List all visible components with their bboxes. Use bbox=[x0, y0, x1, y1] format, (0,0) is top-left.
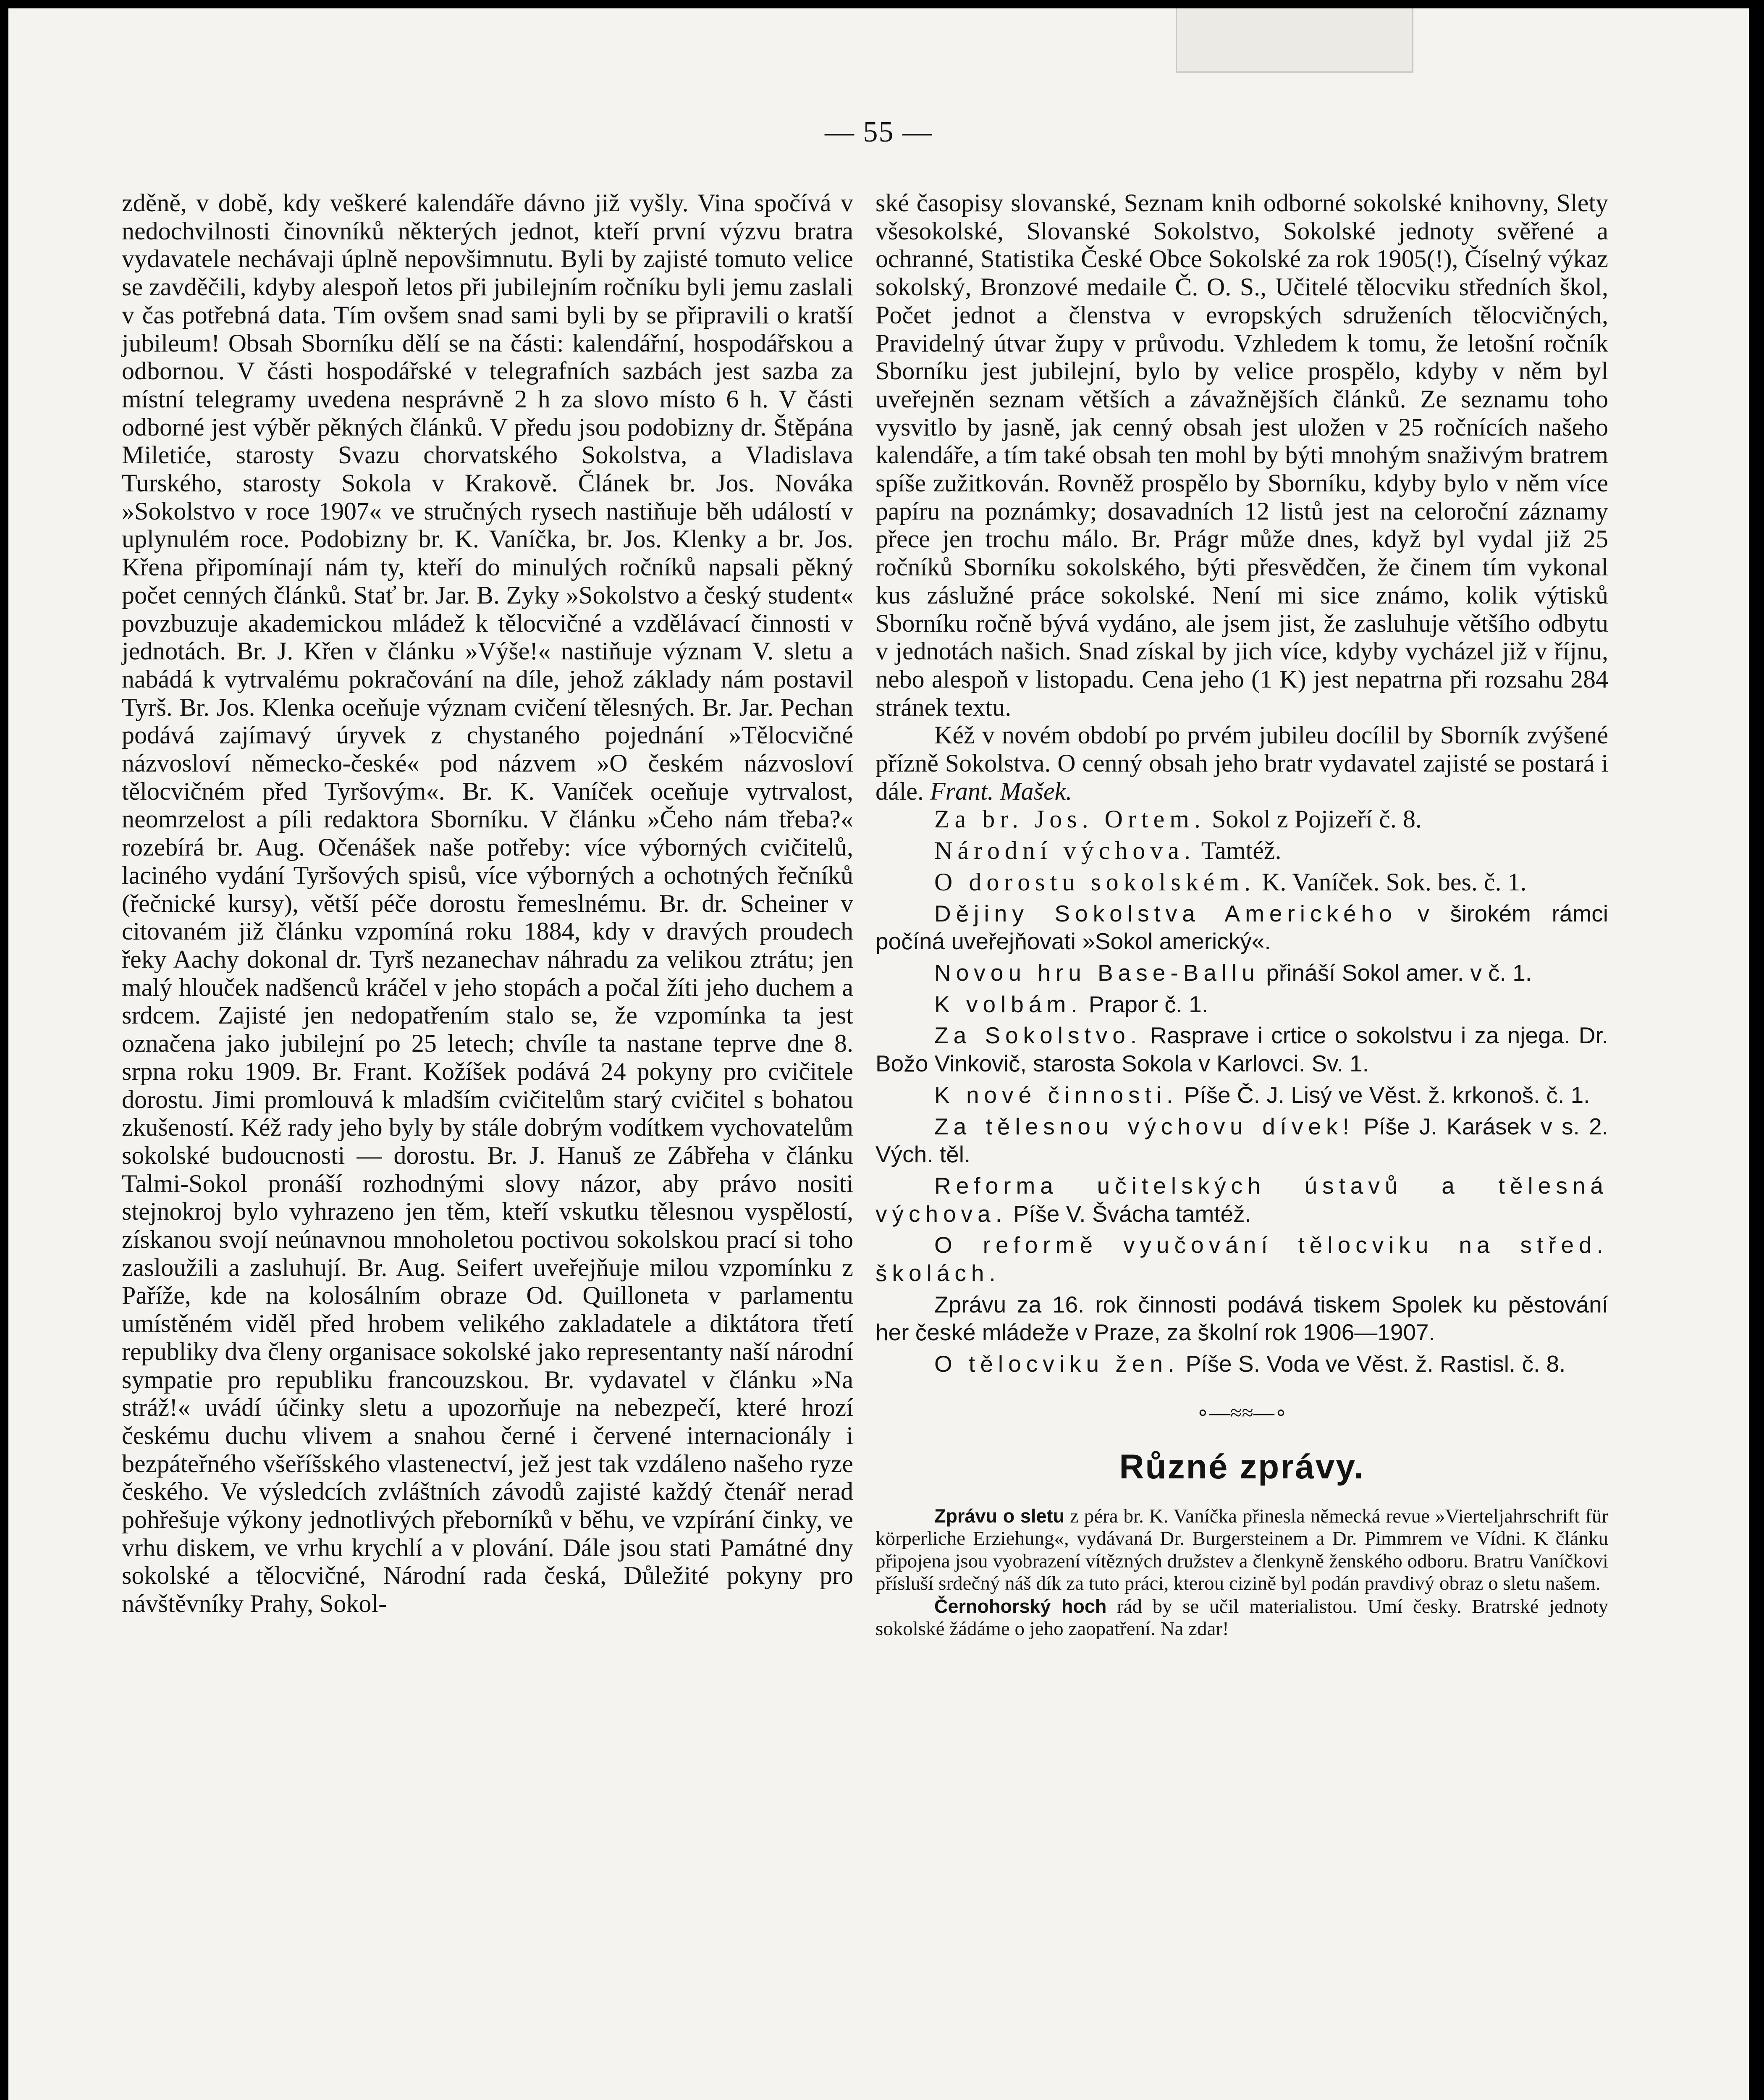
review-continuation: ské časopisy slovanské, Seznam knih odborné sokolské knihovny, Slety všesokolské, Slovanské Sokolstvo, Sokolské jednoty svěřené a ochranné, Statistika České Obce Sokolské za rok 1905(!), Číselný výkaz sokolský, Bronzové medaile Č. O. S., Učitelé tělocviku středních škol, Počet jednot a členstva v evropských sdruženích tělocvičných, Pravidelný útvar župy v průvodu. Vzhledem k tomu, že letošní ročník Sborníku jest jubilejní, bylo by velice prospělo, kdyby v něm byl uveřejněn seznam větších a závažnějších článků. Ze seznamu toho vysvitlo by jasně, jak cenný obsah jest uložen v 25 ročnících našeho kalendáře, a tím také obsah ten mohl by býti mnohým snaživým bratrem spíše zužitkován. Rovněž prospělo by Sborníku, kdyby bylo v něm více papíru na poznámky; dosavadních 12 listů jest na celoroční záznamy přece jen trochu málo. Br. Prágr může dnes, když byl vydal již 25 ročníků Sborníku sokolského, býti přesvědčen, že činem tím vykonal kus záslužné práce sokolské. Není mi sice známo, kolik výtisků Sborníku ročně bývá vydáno, ale jsem jist, že zasluhuje většího odbytu v jednotách našich. Snad získal by jich více, kdyby vycházel již v říjnu, nebo alespoň v listopadu. Cena jeho (1 K) jest nepatrna při rozsahu 284 stránek textu. bbox=[875, 189, 1608, 721]
bibliography-entry: Novou hru Base-Ballu přináší Sokol amer. v č. 1. bbox=[934, 959, 1532, 986]
bibliography-entry: K nové činnosti. Píše Č. J. Lisý ve Věst. ž. krkonoš. č. 1. bbox=[934, 1082, 1590, 1108]
bibliography-entry: Za tělesnou výchovu dívek! Píše J. Karásek v s. 2. Vých. těl. bbox=[875, 1113, 1608, 1168]
section-heading: Různé zprávy. bbox=[1119, 1447, 1365, 1486]
bibliography-entry: O tělocviku žen. Píše S. Voda ve Věst. ž. Rastisl. č. 8. bbox=[934, 1351, 1566, 1377]
bibliography-entry: Národní výchova. Tamtéž. bbox=[934, 837, 1282, 865]
archive-stamp bbox=[1176, 8, 1413, 73]
news-item: Zprávu o sletu z péra br. K. Vaníčka přinesla německá revue »Vierteljahrschrift für körperliche Erziehung«, vydávaná Dr. Burgersteinem a Dr. Pimmrem ve Vídni. K článku připojena jsou vyobrazení vítězných družstev a členkyně ženského odboru. Bratru Vaníčkovi přísluší srdečný náš dík za tuto práci, kterou cizině byl podán pravdivý obraz o sletu našem. bbox=[875, 1505, 1608, 1595]
bibliography-entry: Za Sokolstvo. Rasprave i crtice o sokolstvu i za njega. Dr. Božo Vinkovič, starosta Sokola v Karlovci. Sv. 1. bbox=[875, 1022, 1608, 1077]
divider-ornament: ∘—≈≈—∘ bbox=[1196, 1400, 1288, 1424]
review-signature: Frant. Mašek. bbox=[930, 777, 1072, 805]
news-item: Černohorský hoch rád by se učil materialistou. Umí česky. Bratrské jednoty sokolské žádáme o jeho zaopatření. Na zdar! bbox=[875, 1595, 1608, 1640]
page bbox=[8, 8, 1749, 2100]
right-column bbox=[875, 189, 1608, 1641]
bibliography-entry: Dějiny Sokolstva Amerického v širokém rámci počíná uveřejňovati »Sokol americký«. bbox=[875, 900, 1608, 955]
bibliography-entry: Zprávu za 16. rok činnosti podává tiskem Spolek ku pěstování her české mládeže v Praze, za školní rok 1906—1907. bbox=[875, 1291, 1608, 1346]
bibliography-entry: K volbám. Prapor č. 1. bbox=[934, 991, 1208, 1017]
left-column-text: zděně, v době, kdy veškeré kalendáře dávno již vyšly. Vina spočívá v nedochvilnosti činovníků některých jednot, kteří první výzvu bratra vydavatele nechávaji úplně nepovšimnutu. Byli by zajisté tomuto velice se zavděčili, kdyby alespoň letos při jubilejním ročníku byli jemu zaslali v čas potřebná data. Tím ovšem snad sami byli by se připravili o kratší jubileum! Obsah Sborníku dělí se na části: kalendářní, hospodářskou a odbornou. V části hospodářské v telegrafních sazbách jest sazba za místní telegramy uvedena nesprávně 2 h za slovo místo 6 h. V části odborné jest výběr pěkných článků. V předu jsou podobizny dr. Štěpána Miletiće, starosty Svazu chorvatského Sokolstva, a Vladislava Turského, starosty Sokola v Krakově. Článek br. Jos. Nováka »Sokolstvo v roce 1907« ve stručných rysech nastiňuje běh událostí v uplynulém roce. Podobizny br. K. Vaníčka, br. Jos. Klenky a br. Jos. Křena připomínají nám ty, kteří do minulých ročníků napsali pěkný počet cenných článků. Stať br. Jar. B. Zyky »Sokolstvo a český student« povzbuzuje akademickou mládež k tělocvičné a vzdělávací činnosti v jednotách. Br. J. Křen v článku »Výše!« nastiňuje význam V. sletu a nabádá k vytrvalému pokračování na díle, jehož základy nám postavil Tyrš. Br. Jos. Klenka oceňuje význam cvičení tělesných. Br. Jar. Pechan podává zajímavý úryvek z chystaného pojednání »Tělocvičné názvosloví německo-české« pod názvem »O českém názvosloví tělocvičném před Tyršovým«. Br. K. Vaníček oceňuje vytrvalost, neomrzelost a píli redaktora Sborníku. V článku »Čeho nám třeba?« rozebírá br. Aug. Očenášek naše potřeby: více výborných cvičitelů, laciného vydání Tyršových spisů, více výborných a ochotných řečníků (řečnické kursy), větší péče dorostu řemeslnému. Br. dr. Scheiner v citovaném již článku vzpomíná roku 1884, kdy v dravých proudech řeky Aachy dokonal dr. Tyrš nezanechav náhradu za velikou ztrátu; jen malý hlouček nadšenců kráčel v jeho stopách a počal žíti jeho duchem a srdcem. Zajisté jen nedopatřením stalo se, že vzpomínka ta jest označena jako jubilejní po 25 letech; chvíle ta nastane teprve dne 8. srpna roku 1909. Br. Frant. Kožíšek podává 24 pokyny pro cvičitele dorostu. Jimi promlouvá k mladším cvičitelům starý cvičitel s bohatou zkušeností. Kéž rady jeho byly by stále dobrým vodítkem vychovatelům sokolské budoucnosti — dorostu. Br. J. Hanuš ze Zábřeha v článku Talmi-Sokol pronáší rozhodnými slovy názor, aby právo nositi stejnokroj bylo vyhrazeno jen těm, kteří vskutku tělesnou vyspělostí, získanou svojí neúnavnou mnoholetou poctivou sokolskou prací si toho zasloužili a zasluhují. Br. Aug. Seifert uveřejňuje milou vzpomínku z Paříže, kde na kolosálním obraze Od. Quilloneta v parlamentu umístěném viděl před hrobem velikého zakladatele a diktátora třetí republiky dva členy organisace sokolské jako representanty naší národní sympatie pro republiku francouzskou. Br. vydavatel v článku »Na stráž!« uvádí účinky sletu a upozorňuje na nebezpečí, které hrozí českému duchu vlivem a snahou černé i červené internacionály i bezpáteřného všeříšského vlastenectví, jež jest tak vzdáleno našeho ryze českého. Ve výsledcích zvláštních závodů zajisté každý čtenář nerad pohřešuje výkony jednotlivých přeborníků v běhu, ve vzpírání činky, ve vrhu diskem, ve vrhu krychlí a v plování. Dále jsou stati Památné dny sokolské a tělocvičné, Národní rada česká, Důležité pokyny pro návštěvníky Prahy, Sokol- bbox=[122, 189, 853, 1618]
review-closing: Kéž v novém období po prvém jubileu docílil by Sborník zvýšené přízně Sokolstva. O cenný obsah jeho bratr vydavatel zajisté se postará i dále. Frant. Mašek. bbox=[875, 721, 1608, 805]
bibliography-entry: O dorostu sokolském. K. Vaníček. Sok. bes. č. 1. bbox=[934, 868, 1527, 896]
bibliography-entry: Reforma učitelských ústavů a tělesná výchova. Píše V. Švácha tamtéž. bbox=[875, 1172, 1608, 1227]
page-number: — 55 — bbox=[825, 116, 933, 148]
bibliography-entry: O reformě vyučování tělocviku na střed. školách. bbox=[875, 1232, 1608, 1286]
bibliography-entry: Za br. Jos. Ortem. Sokol z Pojizeří č. 8. bbox=[934, 805, 1422, 833]
left-column bbox=[122, 189, 853, 1618]
